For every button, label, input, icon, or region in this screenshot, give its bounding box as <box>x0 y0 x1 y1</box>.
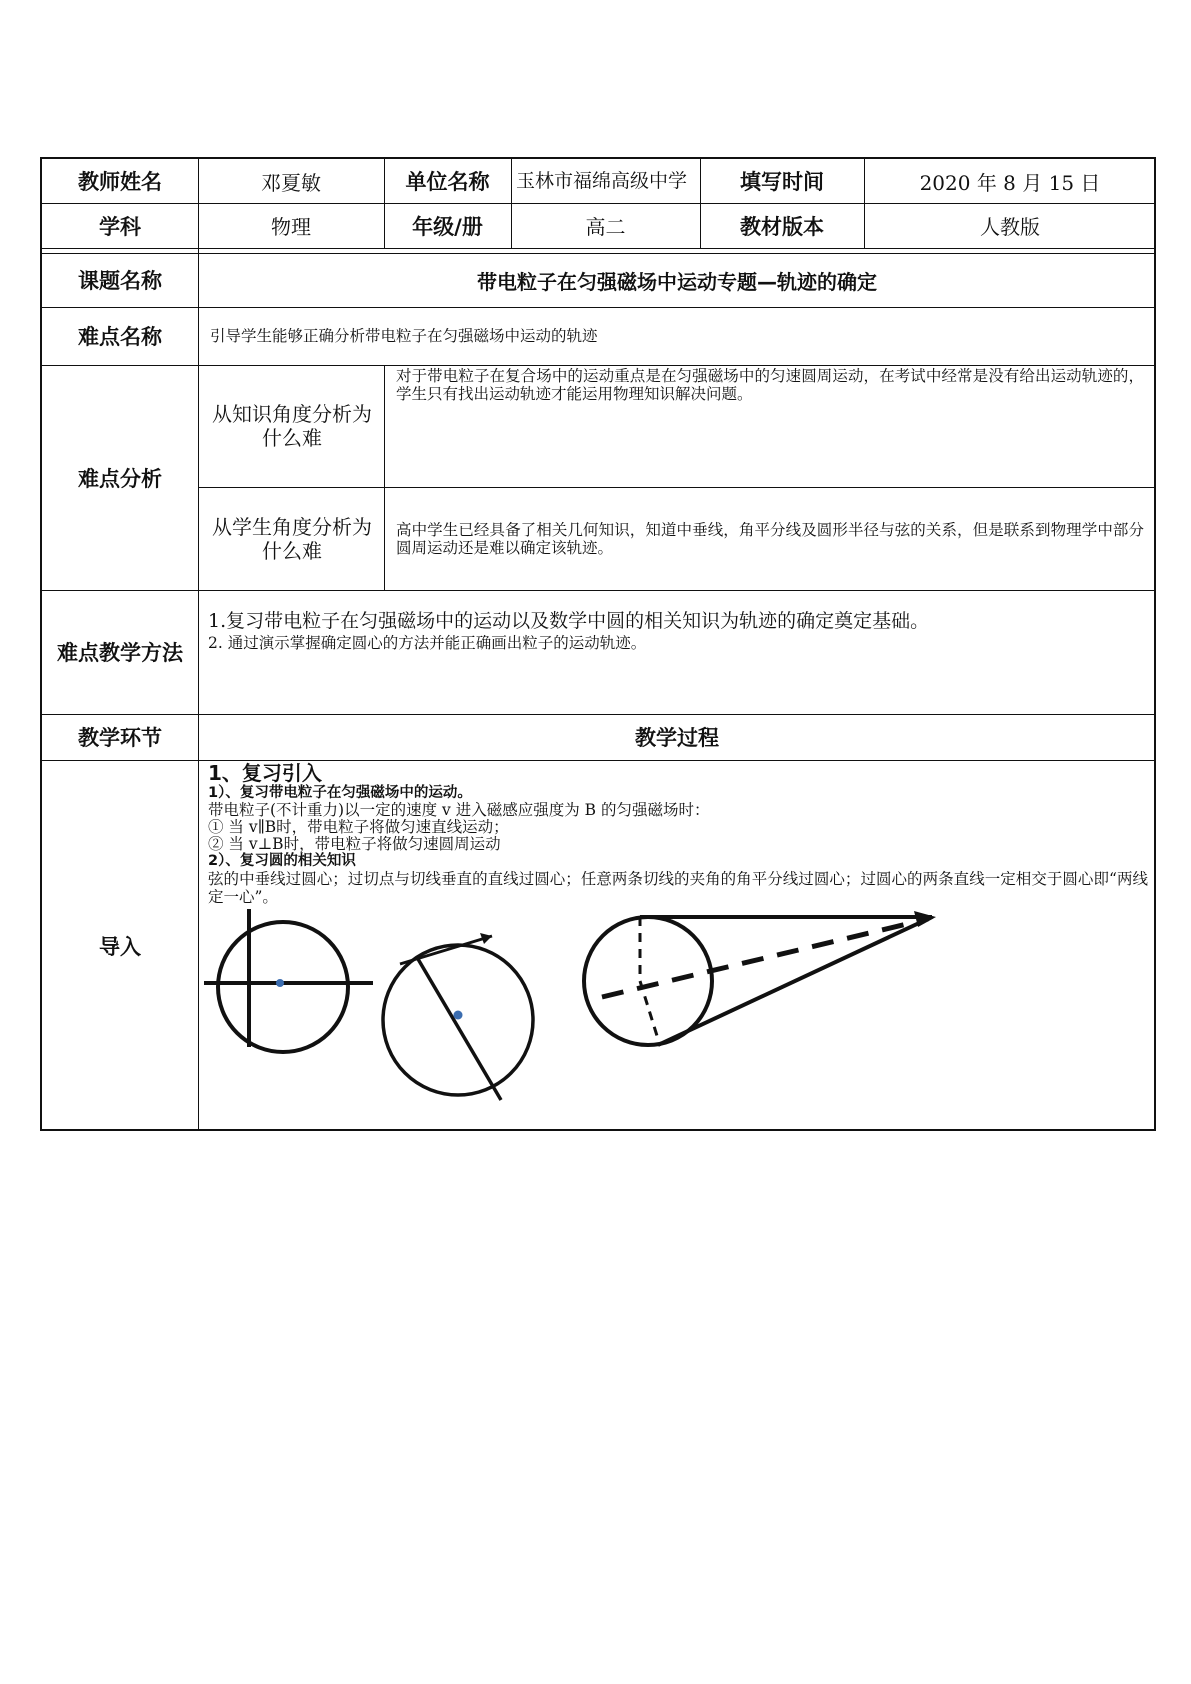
topic-title: 带电粒子在匀强磁场中运动专题—轨迹的确定 <box>477 269 877 294</box>
center-dot <box>276 979 284 987</box>
edition-label: 教材版本 <box>740 214 824 239</box>
date-label: 填写时间 <box>740 170 824 194</box>
unit-label: 单位名称 <box>405 170 490 194</box>
knowledge-angle-label: 从知识角度分析为什么难 <box>212 402 372 450</box>
intro-line-2: ① 当 v∥B时，带电粒子将做匀速直线运动； <box>208 818 509 836</box>
teacher-value: 邓夏敏 <box>261 170 321 195</box>
method-item-1: 1.复习带电粒子在匀强磁场中的运动以及数学中圆的相关知识为轨迹的确定奠定基础。 <box>208 610 930 632</box>
knowledge-angle-text: 对于带电粒子在复合场中的运动重点是在匀强磁场中的匀速圆周运动，在考试中经常是没有给出运动轨迹的，学生只有找出运动轨迹才能运用物理知识解决问题。 <box>396 367 1144 403</box>
student-angle-text: 高中学生已经具备了相关几何知识，知道中垂线，角平分线及圆形半径与弦的关系，但是联系到物理学中部分圆周运动还是难以确定该轨迹。 <box>396 521 1144 557</box>
method-content <box>208 609 1148 653</box>
intro-line-3: ② 当 v⊥B时，带电粒子将做匀速圆周运动 <box>208 835 501 853</box>
intro-subheading-2: 2）、复习圆的相关知识 <box>208 853 356 869</box>
intro-line-1: 带电粒子(不计重力)以一定的速度 v 进入磁感应强度为 B 的匀强磁场时： <box>208 801 710 819</box>
method-item-2: 2. 通过演示掌握确定圆心的方法并能正确画出粒子的运动轨迹。 <box>208 634 647 652</box>
grade-label: 年级/册 <box>412 214 483 239</box>
subject-value: 物理 <box>271 215 311 239</box>
intro-subheading-1: 1）、复习带电粒子在匀强磁场中的运动。 <box>208 785 472 801</box>
stage-intro-label: 导入 <box>99 934 141 959</box>
difficulty-value: 引导学生能够正确分析带电粒子在匀强磁场中运动的轨迹 <box>210 327 598 345</box>
lesson-plan-table <box>40 157 1156 1131</box>
intro-line-4: 弦的中垂线过圆心；过切点与切线垂直的直线过圆心；任意两条切线的夹角的角平分线过圆心；过圆心的两条直线一定相交于圆心即“两线定一心”。 <box>208 870 1148 906</box>
row-divider <box>42 248 1154 249</box>
circle-diagrams <box>192 899 992 1129</box>
tangent-point-figure <box>383 933 533 1100</box>
subject-label: 学科 <box>99 214 141 239</box>
method-label: 难点教学方法 <box>57 641 183 665</box>
analysis-label: 难点分析 <box>78 466 162 491</box>
intro-content <box>208 761 1148 906</box>
intro-heading: 1、复习引入 <box>208 761 322 785</box>
date-value: 2020 年 8 月 15 日 <box>919 170 1101 195</box>
student-angle-label: 从学生角度分析为什么难 <box>212 514 372 563</box>
teacher-label: 教师姓名 <box>78 170 162 194</box>
tangent-bisector-figure <box>584 911 936 1045</box>
topic-label: 课题名称 <box>78 269 162 293</box>
edition-value: 人教版 <box>980 215 1040 239</box>
difficulty-label: 难点名称 <box>78 325 162 349</box>
process-header: 教学过程 <box>635 726 719 750</box>
stage-header: 教学环节 <box>78 726 162 750</box>
column-divider <box>384 365 385 590</box>
row-divider <box>42 590 1154 591</box>
perpendicular-bisector-figure <box>204 909 373 1052</box>
center-dot <box>454 1011 463 1020</box>
grade-value: 高二 <box>585 215 626 239</box>
unit-value: 玉林市福绵高级中学 <box>516 169 688 192</box>
